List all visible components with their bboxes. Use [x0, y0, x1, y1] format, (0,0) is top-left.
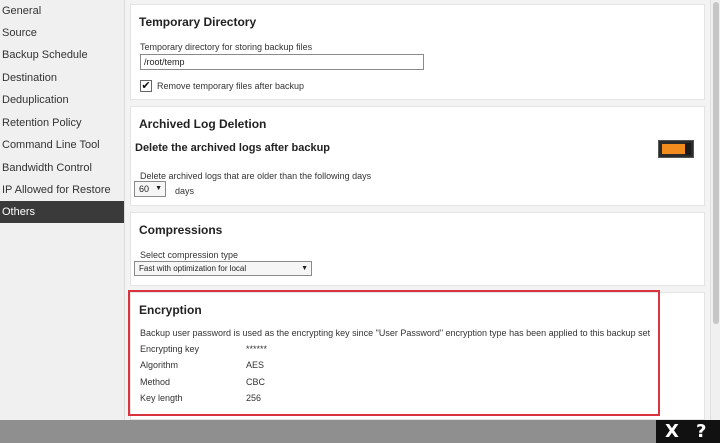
sidebar-item-source[interactable]: Source	[2, 27, 37, 39]
key-length-label: Key length	[140, 393, 183, 403]
method-value: CBC	[246, 377, 266, 387]
delete-archived-logs-toggle[interactable]	[658, 140, 694, 158]
encryption-highlight-box	[128, 290, 660, 416]
remove-temp-files-checkbox[interactable]	[140, 80, 152, 92]
section-title: Temporary Directory	[139, 15, 257, 29]
days-label: Delete archived logs that are older than the following days	[140, 171, 372, 181]
sidebar-item-destination[interactable]: Destination	[2, 72, 58, 84]
sidebar-item-general[interactable]: General	[2, 5, 42, 17]
temporary-directory-input[interactable]: /root/temp	[140, 54, 424, 70]
section-title: Compressions	[139, 223, 223, 237]
toggle-knob	[685, 143, 691, 155]
sidebar-item-command-line-tool[interactable]: Command Line Tool	[2, 139, 100, 151]
days-select-value: 60	[139, 184, 150, 194]
select-label: Select compression type	[140, 250, 239, 260]
days-unit: days	[175, 186, 195, 196]
compression-select-value: Fast with optimization for local	[139, 264, 247, 273]
sidebar-item-backup-schedule[interactable]: Backup Schedule	[2, 49, 88, 61]
toggle-fill	[662, 144, 686, 154]
sidebar-item-ip-allowed-for-restore[interactable]: IP Allowed for Restore	[2, 184, 111, 196]
close-icon[interactable]: X	[665, 421, 679, 442]
help-icon[interactable]: ?	[696, 421, 707, 442]
scrollbar-thumb[interactable]	[713, 2, 719, 324]
chevron-down-icon: ▼	[155, 185, 162, 192]
algorithm-label: Algorithm	[140, 360, 179, 370]
main-content	[125, 0, 710, 420]
temporary-directory-panel	[130, 4, 705, 100]
toggle-label: Delete the archived logs after backup	[135, 142, 331, 154]
days-select[interactable]	[134, 181, 166, 197]
encrypting-key-label: Encrypting key	[140, 344, 200, 354]
archived-log-deletion-panel	[130, 106, 705, 206]
sidebar-item-others[interactable]: Others	[0, 201, 124, 223]
sidebar	[0, 0, 125, 420]
vertical-scrollbar[interactable]	[710, 0, 720, 420]
checkbox-label: Remove temporary files after backup	[157, 81, 305, 91]
sidebar-item-bandwidth-control[interactable]: Bandwidth Control	[2, 162, 92, 174]
key-length-value: 256	[246, 393, 262, 403]
checkmark-icon: ✔	[141, 80, 151, 92]
section-title: Encryption	[139, 303, 202, 317]
algorithm-value: AES	[246, 360, 265, 370]
bottom-bar	[0, 420, 720, 443]
sidebar-item-deduplication[interactable]: Deduplication	[2, 94, 69, 106]
sidebar-item-retention-policy[interactable]: Retention Policy	[2, 117, 82, 129]
section-title: Archived Log Deletion	[139, 117, 267, 131]
encrypting-key-value: ******	[246, 344, 268, 354]
field-label: Temporary directory for storing backup files	[140, 42, 313, 52]
bottom-button-group	[656, 420, 720, 443]
chevron-down-icon: ▼	[301, 265, 308, 272]
encryption-description: Backup user password is used as the encrypting key since "User Password" encryption type has been applied to this backup set	[140, 328, 651, 338]
method-label: Method	[140, 377, 171, 387]
compression-type-select[interactable]	[134, 261, 312, 276]
